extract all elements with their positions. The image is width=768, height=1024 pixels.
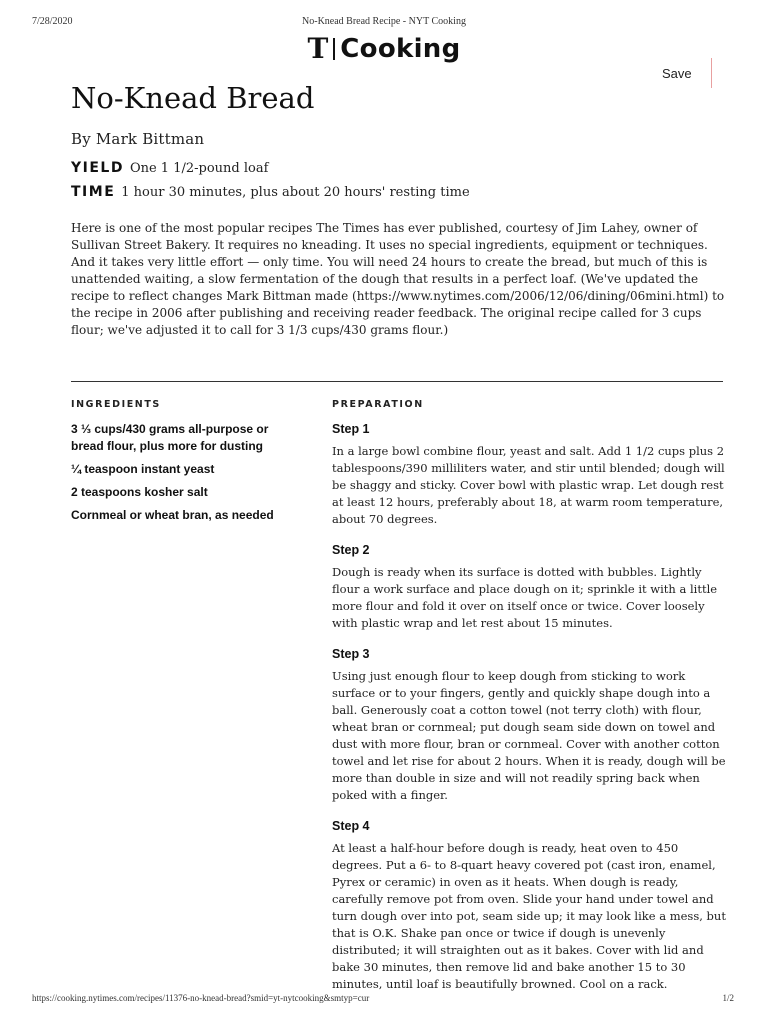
- time-value: 1 hour 30 minutes, plus about 20 hours' resting time: [121, 185, 470, 200]
- recipe-time: [71, 184, 470, 200]
- step-title: Step 1: [332, 422, 370, 436]
- print-footer: [0, 993, 768, 1007]
- time-label: TIME: [71, 184, 116, 200]
- section-divider: [71, 381, 723, 382]
- print-page-title: No-Knead Bread Recipe - NYT Cooking: [302, 16, 466, 27]
- step-title: Step 4: [332, 819, 370, 833]
- ingredient-item: ¼ teaspoon instant yeast: [71, 462, 215, 476]
- nyt-t-logo-icon: T: [307, 32, 329, 65]
- step-4: [332, 818, 728, 993]
- recipe-title: No-Knead Bread: [71, 81, 315, 115]
- ingredient-item: 3 ⅓ cups/430 grams all-purpose or bread flour, plus more for dusting: [71, 422, 269, 453]
- save-divider: [711, 58, 712, 88]
- ingredients-section: [71, 399, 301, 530]
- logo-divider: [333, 38, 335, 60]
- print-date: 7/28/2020: [32, 16, 73, 27]
- recipe-byline: By Mark Bittman: [71, 130, 205, 148]
- step-title: Step 3: [332, 647, 370, 661]
- step-text: Using just enough flour to keep dough from sticking to work surface or to your fingers, gently and quickly shape dough into a ball. Generously coat a cotton towel (not terry cloth) with flour, wheat bran or cornmeal; put dough seam side down on towel and dust with more flour, bran or cornmeal. Cover with another cotton towel and let rise for about 2 hours. When it is ready, dough will be more than double in size and will not readily spring back when poked with a finger.: [332, 669, 726, 802]
- print-header: [0, 16, 768, 30]
- ingredient-item: Cornmeal or wheat bran, as needed: [71, 508, 274, 522]
- step-3: [332, 646, 728, 804]
- step-2: [332, 542, 728, 632]
- ingredient-list: [71, 421, 301, 524]
- nyt-cooking-logo[interactable]: [0, 34, 768, 64]
- step-title: Step 2: [332, 543, 370, 557]
- print-url[interactable]: https://cooking.nytimes.com/recipes/11376-no-knead-bread?smid=yt-nytcooking&smtyp=cur: [32, 993, 370, 1003]
- step-1: [332, 421, 728, 528]
- preparation-heading: PREPARATION: [332, 399, 424, 410]
- save-button[interactable]: Save: [662, 66, 692, 81]
- page-number: 1/2: [722, 993, 734, 1003]
- ingredients-heading: INGREDIENTS: [71, 399, 161, 410]
- preparation-section: [332, 399, 728, 1007]
- step-text: In a large bowl combine flour, yeast and salt. Add 1 1/2 cups plus 2 tablespoons/390 milliliters water, and stir until blended; dough will be shaggy and sticky. Cover bowl with plastic wrap. Let dough rest at least 12 hours, preferably about 18, at warm room temperature, about 70 degrees.: [332, 444, 725, 526]
- recipe-yield: [71, 160, 268, 176]
- step-text: Dough is ready when its surface is dotted with bubbles. Lightly flour a work surface and place dough on it; sprinkle it with a little more flour and fold it over on itself once or twice. Cover loosely with plastic wrap and let rest about 15 minutes.: [332, 565, 718, 630]
- recipe-intro: Here is one of the most popular recipes The Times has ever published, courtesy of Jim Lahey, owner of Sullivan Street Bakery. It requires no kneading. It uses no special ingredients, equipment or techniques. And it takes very little effort — only time. You will need 24 hours to create the bread, but much of this is unattended waiting, a slow fermentation of the dough that results in a perfect loaf. (We've updated the recipe to reflect changes Mark Bittman made (https://www.nytimes.com/2006/12/06/dining/06mini.html) to the recipe in 2006 after publishing and receiving reader feedback. The original recipe called for 3 cups flour; we've adjusted it to call for 3 1/3 cups/430 grams flour.): [71, 221, 725, 337]
- brand-name: Cooking: [340, 34, 461, 64]
- ingredient-item: 2 teaspoons kosher salt: [71, 485, 208, 499]
- step-text: At least a half-hour before dough is ready, heat oven to 450 degrees. Put a 6- to 8-quart heavy covered pot (cast iron, enamel, Pyrex or ceramic) in oven as it heats. When dough is ready, carefully remove pot from oven. Slide your hand under towel and turn dough over into pot, seam side up; it may look like a mess, but that is O.K. Shake pan once or twice if dough is unevenly distributed; it will straighten out as it bakes. Cover with lid and bake 30 minutes, then remove lid and bake another 15 to 30 minutes, until loaf is beautifully browned. Cool on a rack.: [332, 841, 726, 991]
- yield-label: YIELD: [71, 160, 124, 176]
- yield-value: One 1 1/2-pound loaf: [129, 161, 269, 176]
